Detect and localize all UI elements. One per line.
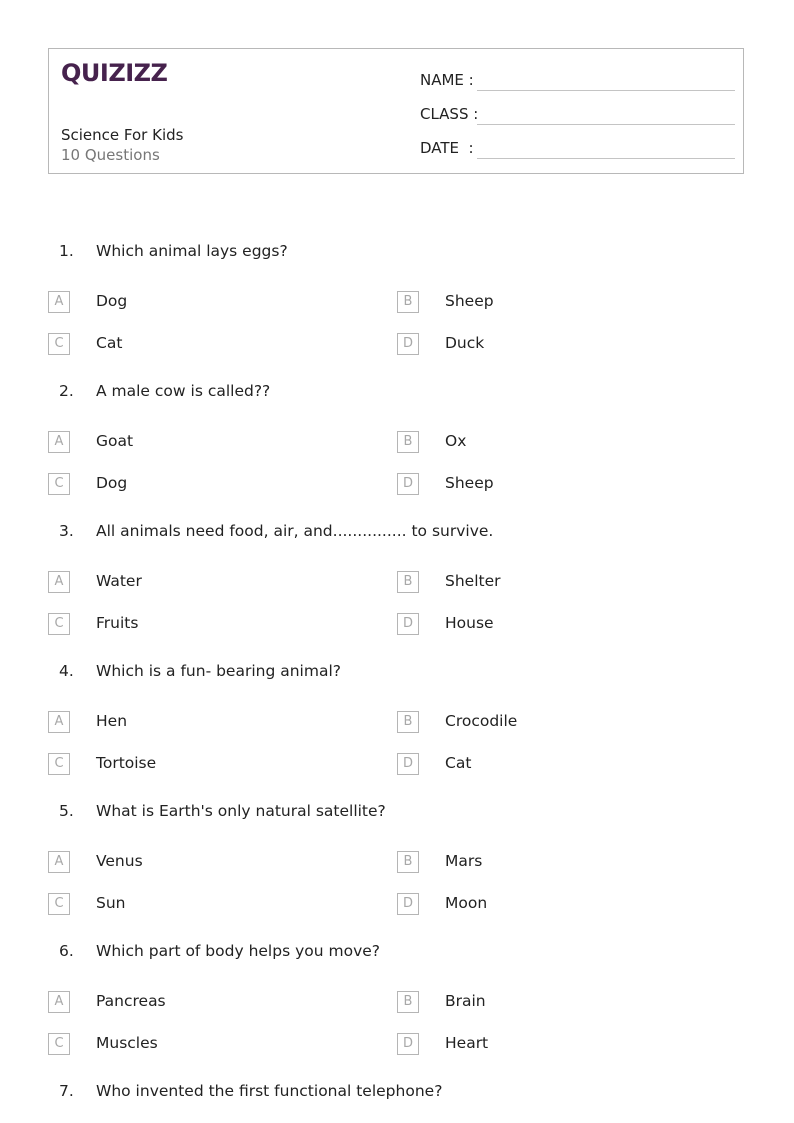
- option-letter-box[interactable]: B: [397, 991, 419, 1013]
- name-line[interactable]: [477, 90, 735, 91]
- option-letter-box[interactable]: C: [48, 893, 70, 915]
- question-text: What is Earth's only natural satellite?: [96, 802, 386, 820]
- option-text: House: [445, 614, 494, 632]
- option-text: Heart: [445, 1034, 489, 1052]
- option-letter-box[interactable]: D: [397, 1033, 419, 1055]
- option-text: Sheep: [445, 292, 494, 310]
- option-letter-box[interactable]: A: [48, 851, 70, 873]
- option-letter-box[interactable]: C: [48, 753, 70, 775]
- option-letter-box[interactable]: D: [397, 333, 419, 355]
- option-letter-box[interactable]: A: [48, 571, 70, 593]
- question-text: A male cow is called??: [96, 382, 271, 400]
- worksheet-header: [48, 48, 744, 174]
- option-text: Dog: [96, 474, 128, 492]
- option-text: Cat: [445, 754, 472, 772]
- question-number: 4.: [59, 662, 74, 680]
- option-text: Cat: [96, 334, 123, 352]
- option-text: Muscles: [96, 1034, 158, 1052]
- option-text: Hen: [96, 712, 128, 730]
- class-line[interactable]: [477, 124, 735, 125]
- option-letter-box[interactable]: A: [48, 431, 70, 453]
- class-label: CLASS :: [420, 105, 479, 123]
- worksheet-title: Science For Kids: [61, 126, 184, 144]
- option-letter-box[interactable]: B: [397, 291, 419, 313]
- question-number: 7.: [59, 1082, 74, 1100]
- option-letter-box[interactable]: D: [397, 473, 419, 495]
- option-text: Fruits: [96, 614, 139, 632]
- option-text: Moon: [445, 894, 488, 912]
- option-letter-box[interactable]: A: [48, 291, 70, 313]
- option-text: Sun: [96, 894, 126, 912]
- question-number: 2.: [59, 382, 74, 400]
- name-label: NAME :: [420, 71, 474, 89]
- option-letter-box[interactable]: C: [48, 613, 70, 635]
- date-label: DATE :: [420, 139, 474, 157]
- question-text: Which part of body helps you move?: [96, 942, 381, 960]
- option-text: Dog: [96, 292, 128, 310]
- date-field[interactable]: [420, 135, 735, 159]
- option-letter-box[interactable]: C: [48, 1033, 70, 1055]
- question-text: All animals need food, air, and............... to survive.: [96, 522, 494, 540]
- question-text: Which animal lays eggs?: [96, 242, 288, 260]
- option-letter-box[interactable]: B: [397, 431, 419, 453]
- option-text: Duck: [445, 334, 485, 352]
- option-letter-box[interactable]: B: [397, 711, 419, 733]
- option-text: Tortoise: [96, 754, 157, 772]
- option-text: Brain: [445, 992, 486, 1010]
- option-letter-box[interactable]: A: [48, 991, 70, 1013]
- option-letter-box[interactable]: C: [48, 333, 70, 355]
- option-letter-box[interactable]: B: [397, 851, 419, 873]
- option-text: Ox: [445, 432, 467, 450]
- name-field[interactable]: [420, 67, 735, 91]
- option-text: Mars: [445, 852, 483, 870]
- option-text: Crocodile: [445, 712, 518, 730]
- quizizz-logo: QUIZIZZ: [61, 59, 168, 87]
- option-letter-box[interactable]: A: [48, 711, 70, 733]
- option-letter-box[interactable]: C: [48, 473, 70, 495]
- question-text: Who invented the first functional telephone?: [96, 1082, 443, 1100]
- option-text: Shelter: [445, 572, 501, 590]
- option-letter-box[interactable]: D: [397, 613, 419, 635]
- question-number: 6.: [59, 942, 74, 960]
- option-text: Goat: [96, 432, 134, 450]
- question-text: Which is a fun- bearing animal?: [96, 662, 341, 680]
- option-text: Pancreas: [96, 992, 166, 1010]
- option-letter-box[interactable]: D: [397, 893, 419, 915]
- date-line[interactable]: [477, 158, 735, 159]
- question-count: 10 Questions: [61, 146, 160, 164]
- option-text: Venus: [96, 852, 143, 870]
- option-letter-box[interactable]: B: [397, 571, 419, 593]
- class-field[interactable]: [420, 101, 735, 125]
- option-text: Sheep: [445, 474, 494, 492]
- question-number: 3.: [59, 522, 74, 540]
- question-number: 5.: [59, 802, 74, 820]
- option-text: Water: [96, 572, 142, 590]
- option-letter-box[interactable]: D: [397, 753, 419, 775]
- question-number: 1.: [59, 242, 74, 260]
